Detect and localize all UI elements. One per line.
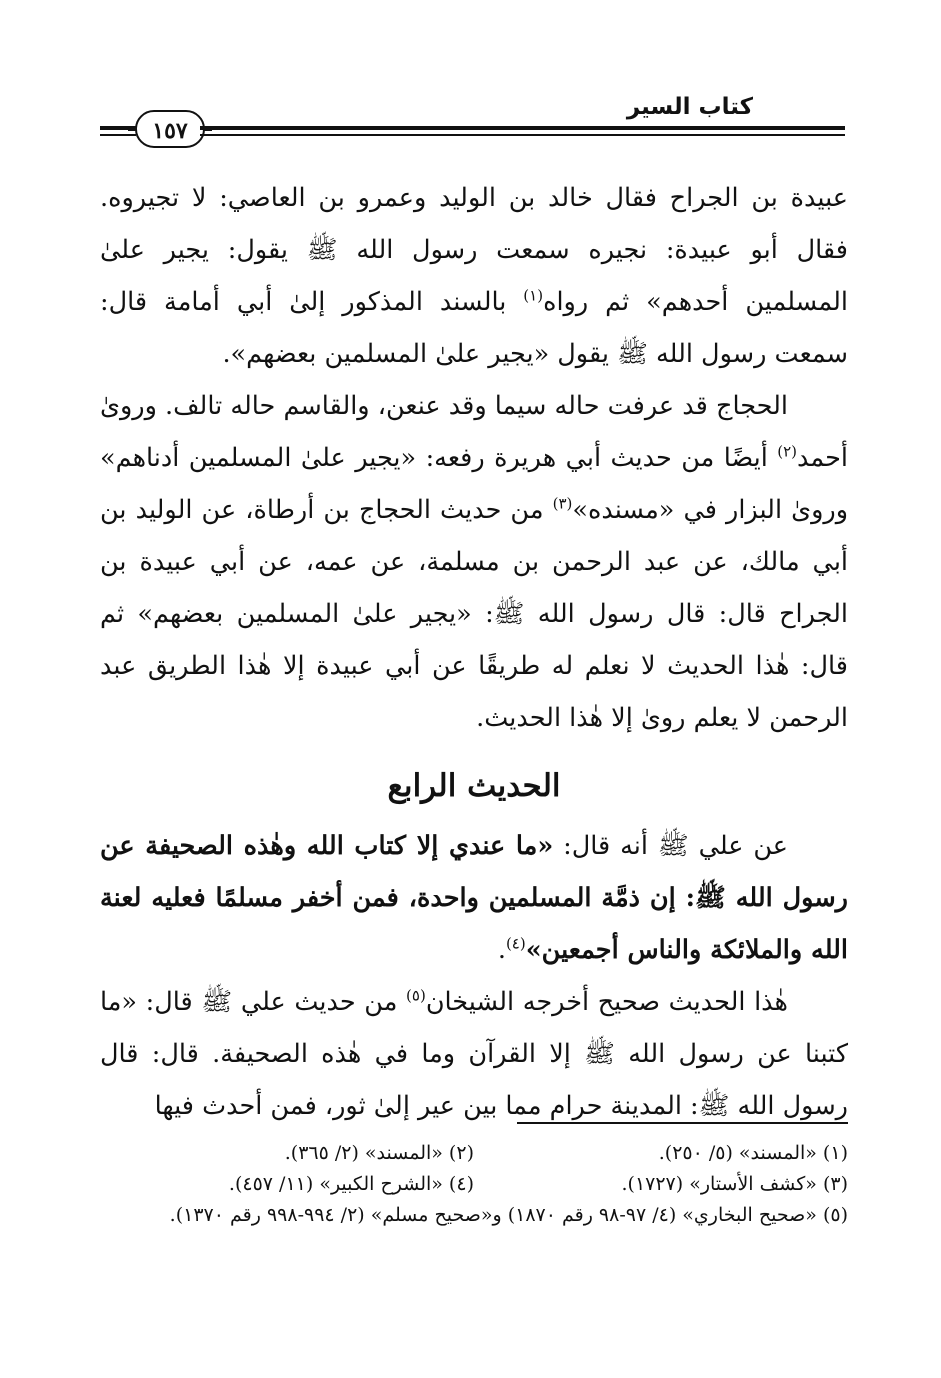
paragraph-3-end: .: [497, 935, 506, 965]
main-text: [100, 172, 848, 1132]
footnote-1: (١) «المسند» (٥/ ٢٥٠).: [658, 1142, 848, 1164]
paragraph-4-text: هٰذا الحديث صحيح أخرجه الشيخان: [425, 987, 789, 1017]
paragraph-1: [100, 172, 848, 380]
paragraph-1-text: عبيدة بن الجراح فقال خالد بن الوليد وعمرو بن العاصي: لا تجيروه. فقال أبو عبيدة: نجيره سمعت رسول الله ﷺ يقول: يجير علىٰ المسلمين أحدهم» ثم رواه: [100, 183, 848, 317]
paragraph-4-rest: من حديث علي ﷺ قال: «ما كتبنا عن رسول الله ﷺ إلا القرآن وما في هٰذه الصحيفة. قال: قال رسول الله ﷺ: المدينة حرام مما بين عير إلىٰ ثور، فمن أحدث فيها: [100, 987, 848, 1121]
running-title: كتاب السير: [626, 94, 753, 120]
paragraph-2-rest: من حديث الحجاج بن أرطاة، عن الوليد بن أبي مالك، عن عبد الرحمن بن مسلمة، عن عمه، عن أبي عبيدة بن الجراح قال: قال رسول الله ﷺ: «يجير علىٰ المسلمين بعضهم» ثم قال: هٰذا الحديث لا نعلم له طريقًا عن أبي عبيدة إلا هٰذا الطريق عبد الرحمن لا يعلم روىٰ إلا هٰذا الحديث.: [100, 495, 848, 733]
footnote-row: [100, 1138, 848, 1169]
footnote-2: (٢) «المسند» (٢/ ٣٦٥).: [284, 1142, 474, 1164]
footnote-3: (٣) «كشف الأستار» (١٧٢٧).: [621, 1173, 848, 1195]
footnote-row: [100, 1169, 848, 1200]
page-number: ١٥٧: [135, 110, 205, 148]
footnote-ref-1: (١): [523, 286, 544, 305]
footnotes: [100, 1138, 848, 1231]
footnote-5: (٥) «صحيح البخاري» (٤/ ٩٧-٩٨ رقم ١٨٧٠) و«صحيح مسلم» (٢/ ٩٩٤-٩٩٨ رقم ١٣٧٠).: [169, 1204, 848, 1226]
paragraph-2-mid: أيضًا من حديث أبي هريرة رفعه: «يجير علىٰ المسلمين أدناهم» وروىٰ البزار في «مسنده»: [100, 443, 849, 525]
paragraph-2-text: الحجاج قد عرفت حاله سيما وقد عنعن، والقاسم حاله تالف. وروىٰ أحمد: [100, 391, 848, 473]
paragraph-1-rest: بالسند المذكور إلىٰ أبي أمامة قال: سمعت رسول الله ﷺ يقول «يجير علىٰ المسلمين بعضهم».: [100, 287, 848, 369]
paragraph-3: [100, 820, 848, 976]
footnote-4: (٤) «الشرح الكبير» (١١/ ٤٥٧).: [228, 1173, 474, 1195]
header-rule-left-thin: [100, 134, 136, 136]
paragraph-2: [100, 380, 848, 744]
header-rule: [200, 126, 845, 130]
section-heading: الحديث الرابع: [387, 768, 561, 804]
header-rule-thin: [200, 134, 845, 136]
paragraph-3-intro: عن علي ﷺ أنه قال:: [553, 831, 788, 861]
footnote-ref-3: (٣): [552, 494, 573, 513]
footnote-ref-2: (٢): [777, 442, 798, 461]
hadith-text: «ما عندي إلا كتاب الله وهٰذه الصحيفة عن رسول الله ﷺ: إن ذمَّة المسلمين واحدة، فمن أخفر مسلمًا فعليه لعنة الله والملائكة والناس أجمعين»: [100, 831, 848, 965]
footnote-ref-5: (٥): [406, 986, 426, 1005]
page-header: [100, 92, 845, 152]
paragraph-4: [100, 976, 848, 1132]
footnote-ref-4: (٤): [505, 934, 526, 953]
footnote-separator: [517, 1122, 848, 1124]
